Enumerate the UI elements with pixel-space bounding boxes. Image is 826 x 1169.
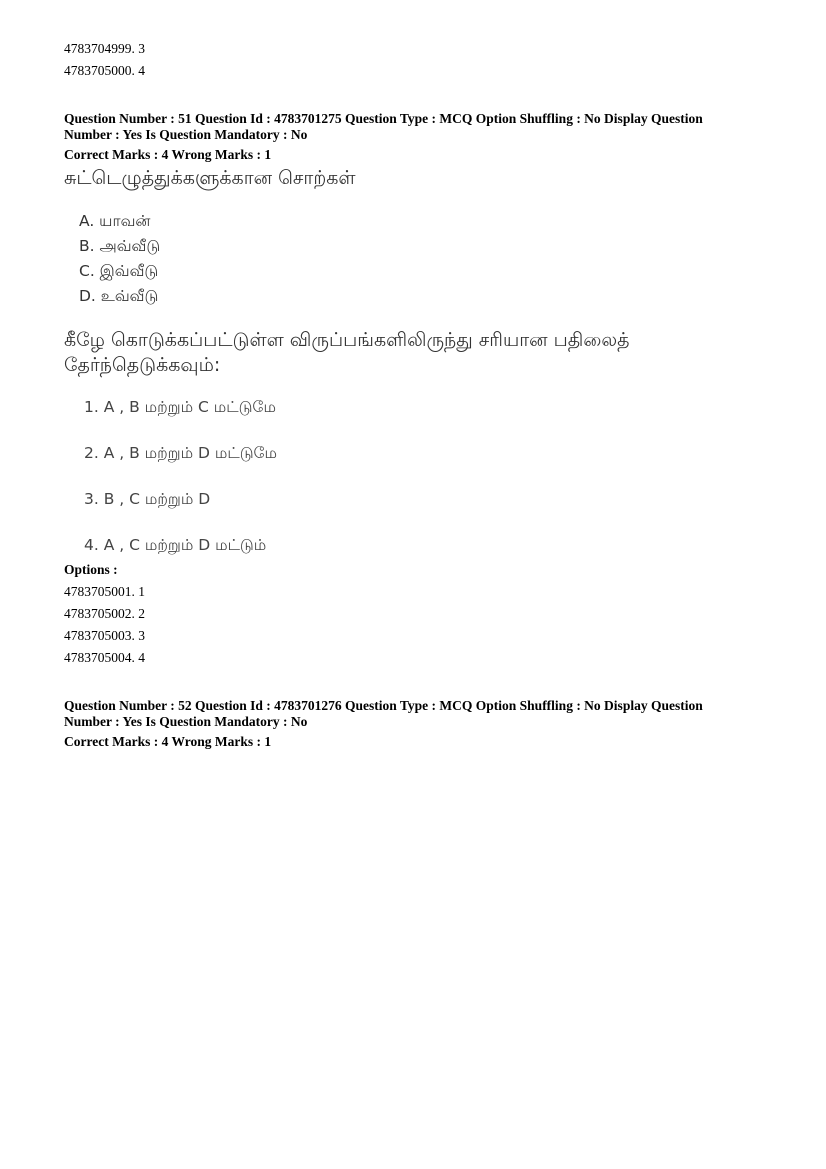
option-number: 3 [138, 41, 145, 56]
option-id: 4783705000 [64, 63, 132, 78]
option-id: 4783705003 [64, 628, 132, 643]
question-52-meta: Question Number : 52 Question Id : 4783701276 Question Type : MCQ Option Shuffling : No Display Question [64, 698, 703, 713]
options-label: Options : [64, 562, 118, 577]
answer-choice: 2. A , B மற்றும் D மட்டுமே [84, 444, 278, 462]
option-line: 4783705001. 1 [64, 584, 145, 599]
option-number: 4 [138, 63, 145, 78]
option-id: 4783705001 [64, 584, 132, 599]
option-number: 2 [138, 606, 145, 621]
option-id: 4783705002 [64, 606, 132, 621]
answer-choice: 4. A , C மற்றும் D மட்டும் [84, 536, 267, 554]
statement-item: D. உவ்வீடு [79, 287, 159, 305]
option-line: 4783705004. 4 [64, 650, 145, 665]
answer-choice: 1. A , B மற்றும் C மட்டுமே [84, 398, 276, 416]
question-52-marks: Correct Marks : 4 Wrong Marks : 1 [64, 734, 272, 749]
statement-item: A. யாவன் [79, 212, 151, 230]
option-line: 4783704999. 3 [64, 41, 145, 56]
question-51-marks: Correct Marks : 4 Wrong Marks : 1 [64, 147, 272, 162]
option-number: 3 [138, 628, 145, 643]
option-line: 4783705003. 3 [64, 628, 145, 643]
question-51-instruction-cont: தேர்ந்தெடுக்கவும்: [64, 354, 221, 376]
answer-choice: 3. B , C மற்றும் D [84, 490, 211, 508]
option-line: 4783705002. 2 [64, 606, 145, 621]
option-id: 4783705004 [64, 650, 132, 665]
option-id: 4783704999 [64, 41, 132, 56]
question-51-meta-cont: Number : Yes Is Question Mandatory : No [64, 127, 308, 142]
question-51-stem: சுட்டெழுத்துக்களுக்கான சொற்கள் [64, 167, 356, 189]
statement-item: C. இவ்வீடு [79, 262, 159, 280]
question-51-meta: Question Number : 51 Question Id : 4783701275 Question Type : MCQ Option Shuffling : No Display Question [64, 111, 703, 126]
option-line: 4783705000. 4 [64, 63, 145, 78]
question-52-meta-cont: Number : Yes Is Question Mandatory : No [64, 714, 308, 729]
option-number: 4 [138, 650, 145, 665]
statement-item: B. அவ்வீடு [79, 237, 161, 255]
option-number: 1 [138, 584, 145, 599]
question-51-instruction: கீழே கொடுக்கப்பட்டுள்ள விருப்பங்களிலிருந்து சரியான பதிலைத் [64, 329, 630, 351]
